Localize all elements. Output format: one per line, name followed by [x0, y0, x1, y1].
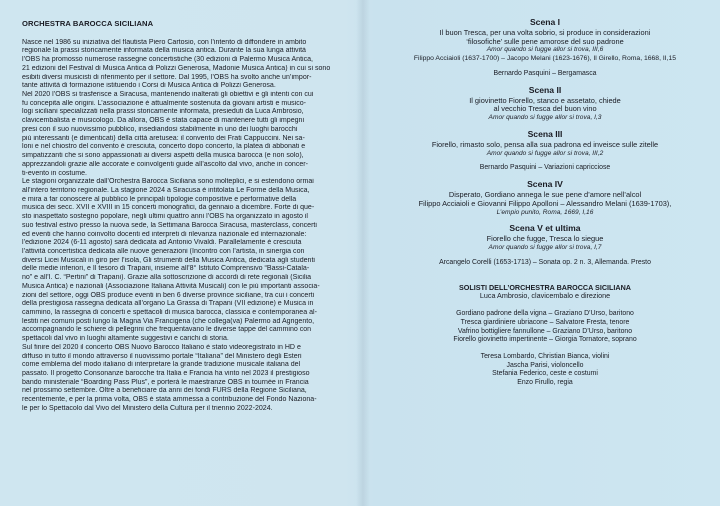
biography-line: clavicembalista e musicologo. Da allora, OBS è stata capace di mantenere tutti gli impegni — [22, 117, 305, 125]
cast-role: Tresca giardiniere ubriacone – Salvatore Fresta, tenore — [460, 318, 630, 326]
biography-line: bando ministeriale “Boarding Pass Plus”, e porterà le maestranze OBS in tournée in Francia — [22, 378, 309, 386]
scene-text: Filippo Acciaioli e Giovanni Filippo Apolloni – Alessandro Melani (1639-1703), — [418, 198, 672, 208]
scene-text: Fiorello che fugge, Tresca lo siegue — [486, 234, 604, 244]
scene-title: Scena III — [527, 128, 563, 139]
soloists-section — [392, 284, 698, 388]
biography-line: l’attività concertistica dedicata alle nuove generazioni (Incontro con l’artista, in sinergia con — [22, 247, 305, 255]
biography-line: logi siciliani specializzati nella prassi storicamente informata, presieduti da Luca Ambrosio, — [22, 108, 304, 116]
biography-line: ti-evento in costume. — [22, 169, 88, 177]
cast-role: Fiorello giovinetto impertinente – Giorgia Tornatore, soprano — [453, 336, 637, 344]
biography-line: loni e nel chiostro del convento è cresciuta, concerto dopo concerto, la platea di abbonati e — [22, 143, 306, 151]
biography-line: ed eventi che hanno coinvolto docenti ed interpreti di rilevanza nazionale ed internazionale: — [22, 230, 307, 238]
biography-line: cammino, la rassegna di concerti e spettacoli di musica barocca, classica e contemporanea al- — [22, 309, 317, 316]
scene-title: Scena I — [529, 17, 561, 27]
instrumental-credit: Bernardo Pasquini – Bergamasca — [493, 69, 597, 77]
biography-line: l’OBS ha promosso numerose rassegne concertistiche (30 edizioni di Palermo Musica Antica, — [22, 56, 314, 64]
biography-text — [22, 39, 340, 414]
instrumental-credit: Arcangelo Corelli (1653-1713) – Sonata op. 2 n. 3, Allemanda. Presto — [439, 258, 651, 266]
scene-block — [392, 18, 698, 79]
performer-credit: Jascha Parisi, violoncello — [506, 361, 584, 369]
biography-line: diffuso in tutto il mondo attraverso il nuovissimo portale “Italiana” del Ministero degli Esteri — [22, 352, 302, 360]
biography-line: fu concepita alle origini. L’associazione è attualmente sostenuta da giovani artisti e musico- — [22, 99, 306, 107]
right-column — [392, 18, 698, 388]
scene-title: Scena IV — [527, 179, 563, 190]
scene-text: Il giovinetto Fiorello, stanco e assetato, chiede — [469, 95, 621, 105]
biography-line: apprezzandoli grazie alle accorate e coinvolgenti guide all’ascolto dal vivo, anche in concer- — [22, 160, 308, 168]
roles-list — [392, 310, 698, 345]
scene-text: Disperato, Gordiano annega le sue pene d’amore nell’alcol — [448, 189, 642, 199]
biography-line: le per lo Spettacolo dal Vivo del Ministero della Cultura per il triennio 2022-2024. — [22, 404, 273, 412]
biography-line: regionale la prassi storicamente informata della musica antica. Durante la sua lunga attività — [22, 47, 306, 55]
biography-line: come emblema del modo italiano di interpretare la grande tradizione musicale italiana del — [22, 361, 301, 369]
biography-line: e mira a far conoscere al pubblico le principali tipologie compositive e performative della — [22, 195, 297, 203]
scene-block — [392, 86, 698, 123]
scene-text: Fiorello, rimasto solo, pensa alla sua padrona ed inveisce sulle zitelle — [431, 139, 659, 149]
biography-line: all’intero territorio regionale. La stagione 2024 a Siracusa è intitolata Le Forme della Musica, — [22, 186, 310, 194]
aria-reference: Amor quando si fugge allor si trova, III,2 — [486, 149, 604, 157]
scene-block — [392, 180, 698, 217]
biography-line: Le stagioni organizzate dall’Orchestra Barocca Siciliana sono molteplici, e si estendono ormai — [22, 178, 314, 186]
scene-text: Il buon Tresca, per una volta sobrio, si produce in considerazioni — [439, 27, 651, 37]
biography-line: Nel 2020 l’OBS si trasferisce a Siracusa, mantenendo inalterati gli obiettivi e gli intenti con cui — [22, 91, 314, 99]
director-line: Luca Ambrosio, clavicembalo e direzione — [479, 291, 611, 301]
page-fold — [356, 0, 370, 506]
performer-credit: Enzo Firullo, regia — [517, 379, 573, 387]
biography-line: della prestigiosa rassegna dedicata all’organo La Grassa di Trapani (VII edizione) e Musica in — [22, 300, 314, 308]
biography-line: suo festival estivo presso la nuova sede, la Settimana Barocca Siracusa, masterclass, concerti — [22, 221, 317, 229]
soloists-heading: SOLISTI DELL’ORCHESTRA BAROCCA SICILIANA — [459, 282, 631, 292]
scene-text: al vecchio Tresca del buon vino — [493, 104, 597, 114]
scene-block — [392, 130, 698, 173]
biography-line: simpatizzanti che si sono appassionati ai diversi aspetti della musica barocca (e non solo), — [22, 152, 304, 160]
biography-line: accompagnando le schiere di pellegrini che frequentavano le diverse tappe del cammino con — [22, 326, 312, 334]
biography-line: recentemente, e per la prima volta, OBS è stata ammessa a contribuzione del Fondo Naziona- — [22, 396, 317, 404]
cast-role: Gordiano padrone della vigna – Graziano D’Urso, baritono — [456, 310, 634, 318]
biography-line: 21 edizioni del Festival di Musica Antica di Polizzi Generosa, Madonie Musica Antica) in cui si sono — [22, 64, 331, 72]
biography-line: delle medie inferiori, e Il tesoro di Trapani, insieme all’8° Istituto Comprensivo “Bassi-Catala- — [22, 265, 310, 273]
biography-line: più interessanti (e dimenticati) della città aretusea: il convento dei Frati Cappuccini. Nei sa- — [22, 134, 305, 142]
aria-reference: L’empio punito, Roma, 1669, I,16 — [496, 208, 594, 216]
biography-line: tante attività di formazione istituendo i Corsi di Musica Antica di Polizzi Generosa. — [22, 82, 276, 90]
biography-line: diversi Licei Musicali in giro per l’isola, Gli strumenti della Musica Antica, dedicata agli studenti — [22, 256, 315, 264]
biography-line: esibiti diversi musicisti di riferimento per il settore. Dal 1995, l’OBS ha svolto anche un’impor- — [22, 73, 312, 81]
biography-line: sto inaspettato sostegno popolare, negli ultimi quattro anni l’OBS ha organizzato in agosto il — [22, 213, 308, 221]
scenes-list — [392, 18, 698, 268]
aria-reference: Amor quando si fugge allor si trova, I,3 — [488, 114, 602, 122]
performer-credit: Teresa Lombardo, Christian Bianca, violini — [480, 352, 610, 360]
biography-line: l’edizione 2024 (6-11 agosto) sarà dedicata ad Antonio Vivaldi. Parallelamente è cresciuta — [22, 239, 302, 247]
composer-attribution: Filippo Acciaioli (1637-1700) – Jacopo Melani (1623-1676), Il Girello, Roma, 1668, II,15 — [413, 55, 677, 63]
biography-line: zioni del settore, oggi OBS produce eventi in ben 6 diverse province siciliane, tra cui i concerti — [22, 291, 315, 299]
biography-line: passato. Il progetto Consonanze barocche tra Italia e Francia ha vinto nel 2023 il prestigioso — [22, 370, 310, 378]
cast-role: Vafrino bottigliere fannullone – Graziano D’Urso, baritono — [457, 327, 633, 335]
biography-line: Musica Antica) e nazionali (Associazione Italiana Attività Musicali) con le più importanti associa- — [22, 282, 320, 290]
left-column — [22, 20, 340, 414]
scene-block — [392, 224, 698, 267]
biography-line: Sul finire del 2020 il concerto OBS Nuovo Barocco Italiano è stato videoregistrato in HD e — [22, 343, 301, 351]
orchestra-heading: ORCHESTRA BAROCCA SICILIANA — [22, 19, 154, 28]
performer-credit: Stefania Federico, ceste e costumi — [492, 370, 598, 378]
scene-title: Scena II — [528, 84, 562, 95]
scene-title: Scena V et ultima — [509, 223, 581, 234]
scene-text: ‘filosofiche’ sulle pene amorose del suo padrone — [466, 36, 624, 46]
biography-line: Nasce nel 1986 su iniziativa del flautista Piero Cartosio, con l’intento di diffondere in ambito — [22, 38, 307, 46]
biography-line: presi con il suo nuovissimo pubblico, insediandosi stabilmente in uno dei luoghi barocchi — [22, 125, 298, 133]
biography-line: lestiti nei comuni posti lungo la Magna Via Francigena (che collega(va) Palermo ad Agrigento, — [22, 317, 315, 325]
biography-line: nel prossimo settembre. Oltre a beneficiare da anni dei fondi FURS della Regione Siciliana, — [22, 387, 307, 395]
biography-line: no” e all’I. C. “Pertini” di Trapani). Grazie alla sottoscrizione di accordi di rete regionali (Sicilia — [22, 274, 312, 282]
instrumental-credit: Bernardo Pasquini – Variazioni capricciose — [479, 164, 611, 172]
biography-line: spettacoli dal vivo in luoghi altamente suggestivi e carichi di storia. — [22, 335, 229, 343]
players-list — [392, 353, 698, 388]
aria-reference: Amor quando si fugge allor si trova, I,7 — [488, 243, 602, 251]
aria-reference: Amor quando si fugge allor si trova, III,6 — [486, 46, 604, 54]
biography-line: musica dei secc. XVII e XVIII in 15 concerti monografici, da gennaio a dicembre. Forte di que- — [22, 204, 315, 212]
